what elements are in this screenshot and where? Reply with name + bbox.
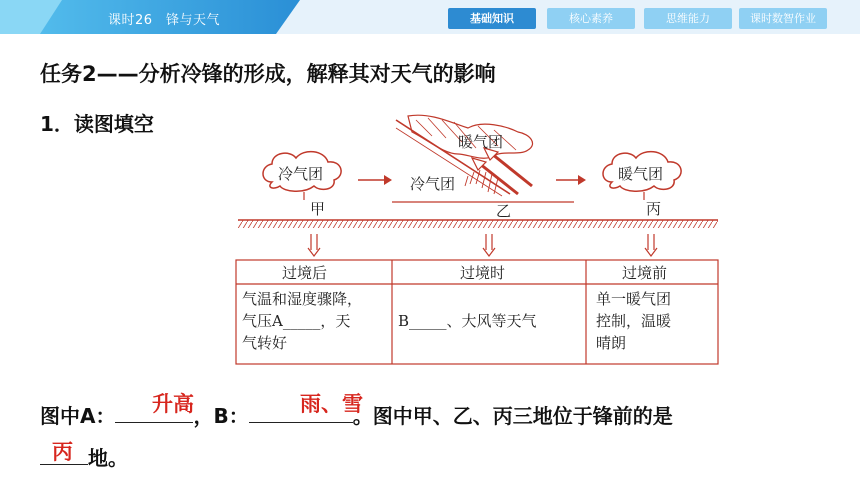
question-suffix: 地。 <box>88 446 128 470</box>
task-title: 任务2——分析冷锋的形成，解释其对天气的影响 <box>40 62 496 86</box>
after-line-1: 气温和湿度骤降， <box>242 290 363 308</box>
arrow-right-icon <box>358 175 392 185</box>
place-jia-label: 甲 <box>310 200 326 218</box>
lesson-title: 课时26 锋与天气 <box>108 13 221 28</box>
header-during: 过境时 <box>460 264 506 282</box>
down-arrow-icon <box>483 234 495 256</box>
after-line-2: 气压A_____，天 <box>242 312 351 330</box>
cold-air-label: 冷气团 <box>278 165 324 183</box>
question-sep-b: ，B： <box>193 404 249 428</box>
after-cell <box>242 288 392 354</box>
item-title: 1．读图填空 <box>40 112 154 136</box>
down-arrow-icon <box>308 234 320 256</box>
tab-thinking-ability[interactable]: 思维能力 <box>644 8 732 29</box>
answer-b: 雨、雪 <box>300 392 363 416</box>
before-line-3: 晴朗 <box>596 334 627 352</box>
place-bing-label: 丙 <box>646 200 662 218</box>
ground-line <box>238 220 718 228</box>
question-prefix: 图中A： <box>40 404 116 428</box>
before-line-1: 单一暖气团 <box>596 290 672 308</box>
answer-c: 丙 <box>52 440 73 464</box>
cold-front-diagram <box>232 110 724 368</box>
down-arrow-icon <box>645 234 657 256</box>
question-mid: 。图中甲、乙、丙三地位于锋前的是 <box>352 404 673 428</box>
tab-core-literacy[interactable]: 核心素养 <box>547 8 635 29</box>
during-cell: B_____、大风等天气 <box>398 312 537 330</box>
arrow-right-icon <box>556 175 586 185</box>
before-cell <box>596 288 716 354</box>
warm-air-label: 暖气团 <box>618 165 664 183</box>
warm-air-rise-arrow-icon <box>472 148 532 194</box>
answer-a: 升高 <box>152 392 194 416</box>
tab-homework[interactable]: 课时数智作业 <box>739 8 827 29</box>
top-bar <box>0 0 860 34</box>
header-before: 过境前 <box>622 264 668 282</box>
after-line-3: 气转好 <box>242 334 288 352</box>
front-cold-air-label: 冷气团 <box>410 175 456 193</box>
tab-basic-knowledge[interactable]: 基础知识 <box>448 8 536 29</box>
place-yi-label: 乙 <box>496 202 512 220</box>
header-after: 过境后 <box>282 264 328 282</box>
before-line-2: 控制，温暖 <box>596 312 672 330</box>
front-warm-air-label: 暖气团 <box>458 133 504 151</box>
